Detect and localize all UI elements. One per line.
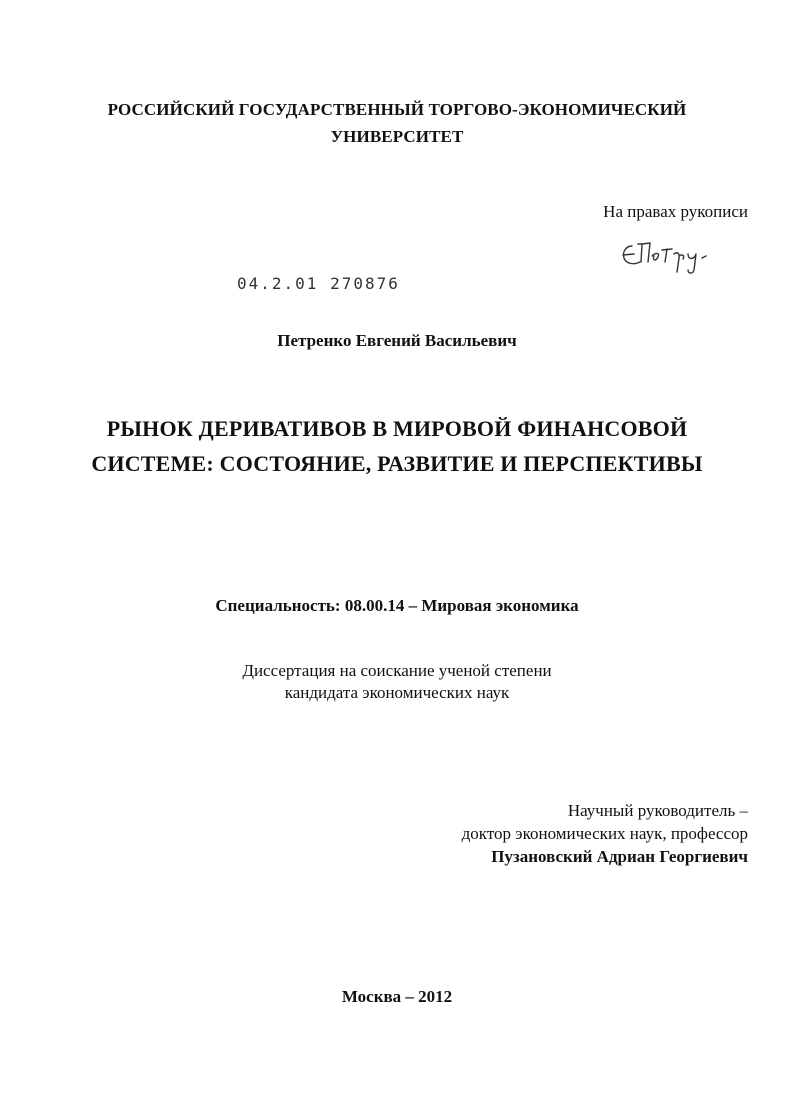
degree-statement: [0, 660, 794, 704]
supervisor-name: Пузановский Адриан Георгиевич: [491, 847, 748, 866]
dissertation-title-line1: РЫНОК ДЕРИВАТИВОВ В МИРОВОЙ ФИНАНСОВОЙ: [106, 416, 688, 441]
city-year: Москва – 2012: [341, 987, 453, 1006]
dissertation-title: [0, 411, 794, 481]
degree-statement-line1: Диссертация на соискание ученой степени: [242, 661, 552, 680]
supervisor-rank: доктор экономических наук, профессор: [461, 824, 748, 843]
university-name-line2: УНИВЕРСИТЕТ: [330, 127, 464, 146]
author-name: Петренко Евгений Васильевич: [277, 331, 517, 350]
specialty: Специальность: 08.00.14 – Мировая экономика: [215, 596, 579, 615]
handwritten-signature: [614, 232, 734, 282]
supervisor-role: Научный руководитель –: [567, 801, 748, 820]
supervisor-block: [462, 799, 748, 868]
university-name: [0, 96, 794, 150]
dissertation-title-line2: СИСТЕМЕ: СОСТОЯНИЕ, РАЗВИТИЕ И ПЕРСПЕКТИВЫ: [91, 451, 703, 476]
archive-stamp-number: 04.2.01 270876: [237, 274, 400, 293]
university-name-line1: РОССИЙСКИЙ ГОСУДАРСТВЕННЫЙ ТОРГОВО-ЭКОНОМИЧЕСКИЙ: [107, 100, 687, 119]
manuscript-rights-note: На правах рукописи: [603, 202, 748, 221]
degree-statement-line2: кандидата экономических наук: [284, 683, 510, 702]
